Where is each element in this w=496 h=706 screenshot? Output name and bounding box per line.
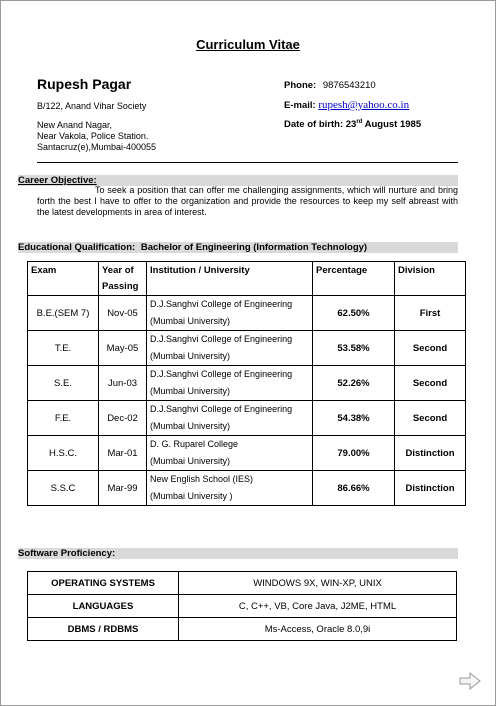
institution-cell [147,471,313,506]
career-objective-body: To seek a position that can offer me challenging assignments, which will nurture and bring forth the best I have to offer to the organization and provide the resources to keep my self abreast with the latest developments in area of interest. [37,185,458,217]
software-key-cell: OPERATING SYSTEMS [28,572,179,595]
education-label: Educational Qualification: [18,242,136,253]
column-header-year: Year of Passing [99,262,147,296]
email-row [284,99,409,111]
education-heading [18,242,458,253]
candidate-name: Rupesh Pagar [37,76,132,92]
next-page-arrow-icon[interactable] [459,672,481,690]
header-divider [37,162,458,163]
percentage-cell: 53.58% [313,331,395,366]
phone-row [284,80,376,91]
percentage-cell: 79.00% [313,436,395,471]
software-value-cell: WINDOWS 9X, WIN-XP, UNIX [179,572,457,595]
university-name: (Mumbai University) [150,386,231,396]
address-line-1: B/122, Anand Vihar Society [37,101,147,111]
institution-name: D. G. Ruparel College [150,439,239,449]
exam-cell: F.E. [28,401,99,436]
institution-name: D.J.Sanghvi College of Engineering [150,404,293,414]
institution-cell [147,366,313,401]
address-line-3: Near Vakola, Police Station. [37,131,149,141]
exam-cell: S.S.C [28,471,99,506]
software-label: Software Proficiency: [18,548,116,559]
percentage-cell: 54.38% [313,401,395,436]
institution-cell [147,401,313,436]
phone-label: Phone: [284,80,317,91]
institution-cell [147,331,313,366]
percentage-cell: 62.50% [313,296,395,331]
exam-cell: H.S.C. [28,436,99,471]
year-cell: Dec-02 [99,401,147,436]
email-link[interactable]: rupesh@yahoo.co.in [318,99,410,111]
year-cell: Jun-03 [99,366,147,401]
column-header-percentage: Percentage [313,262,395,296]
page-title: Curriculum Vitae [196,37,300,52]
table-row [28,436,466,471]
university-name: (Mumbai University ) [150,491,233,501]
division-cell: Distinction [395,436,466,471]
dob-day: 23 [345,119,357,131]
software-table [27,571,457,641]
university-name: (Mumbai University) [150,456,231,466]
education-header-row [28,262,466,296]
exam-cell: T.E. [28,331,99,366]
institution-cell [147,436,313,471]
column-header-institution: Institution / University [147,262,313,296]
table-row [28,401,466,436]
exam-cell: B.E.(SEM 7) [28,296,99,331]
email-label: E-mail: [284,100,316,111]
division-cell: Second [395,366,466,401]
table-row [28,471,466,506]
year-cell: Mar-99 [99,471,147,506]
institution-name: D.J.Sanghvi College of Engineering [150,334,293,344]
division-cell: Second [395,401,466,436]
dob-suffix: rd [356,119,363,125]
year-cell: Mar-01 [99,436,147,471]
year-cell: May-05 [99,331,147,366]
exam-cell: S.E. [28,366,99,401]
institution-name: New English School (IES) [150,474,254,484]
dob-row [284,119,421,130]
address-line-2: New Anand Nagar, [37,120,113,130]
table-row [28,595,457,618]
institution-cell [147,296,313,331]
education-degree: Bachelor of Engineering (Information Technology) [140,242,368,253]
year-cell: Nov-05 [99,296,147,331]
division-cell: Distinction [395,471,466,506]
column-header-exam: Exam [28,262,99,296]
table-row [28,296,466,331]
percentage-cell: 52.26% [313,366,395,401]
phone-value: 9876543210 [322,80,376,91]
career-objective-text [37,185,458,218]
division-cell: First [395,296,466,331]
career-objective-label: Career Objective: [18,175,97,186]
institution-name: D.J.Sanghvi College of Engineering [150,299,293,309]
university-name: (Mumbai University) [150,421,231,431]
education-table [27,261,466,506]
table-row [28,572,457,595]
division-cell: Second [395,331,466,366]
software-key-cell: LANGUAGES [28,595,179,618]
table-row [28,618,457,641]
software-heading [18,548,458,559]
dob-rest: August 1985 [364,119,422,131]
dob-label: Date of birth: [284,119,344,131]
software-value-cell: C, C++, VB, Core Java, J2ME, HTML [179,595,457,618]
university-name: (Mumbai University) [150,316,231,326]
table-row [28,366,466,401]
percentage-cell: 86.66% [313,471,395,506]
column-header-division: Division [395,262,466,296]
address-line-4: Santacruz(e),Mumbai-400055 [37,142,157,152]
software-key-cell: DBMS / RDBMS [28,618,179,641]
table-row [28,331,466,366]
software-value-cell: Ms-Access, Oracle 8.0,9i [179,618,457,641]
university-name: (Mumbai University) [150,351,231,361]
institution-name: D.J.Sanghvi College of Engineering [150,369,293,379]
